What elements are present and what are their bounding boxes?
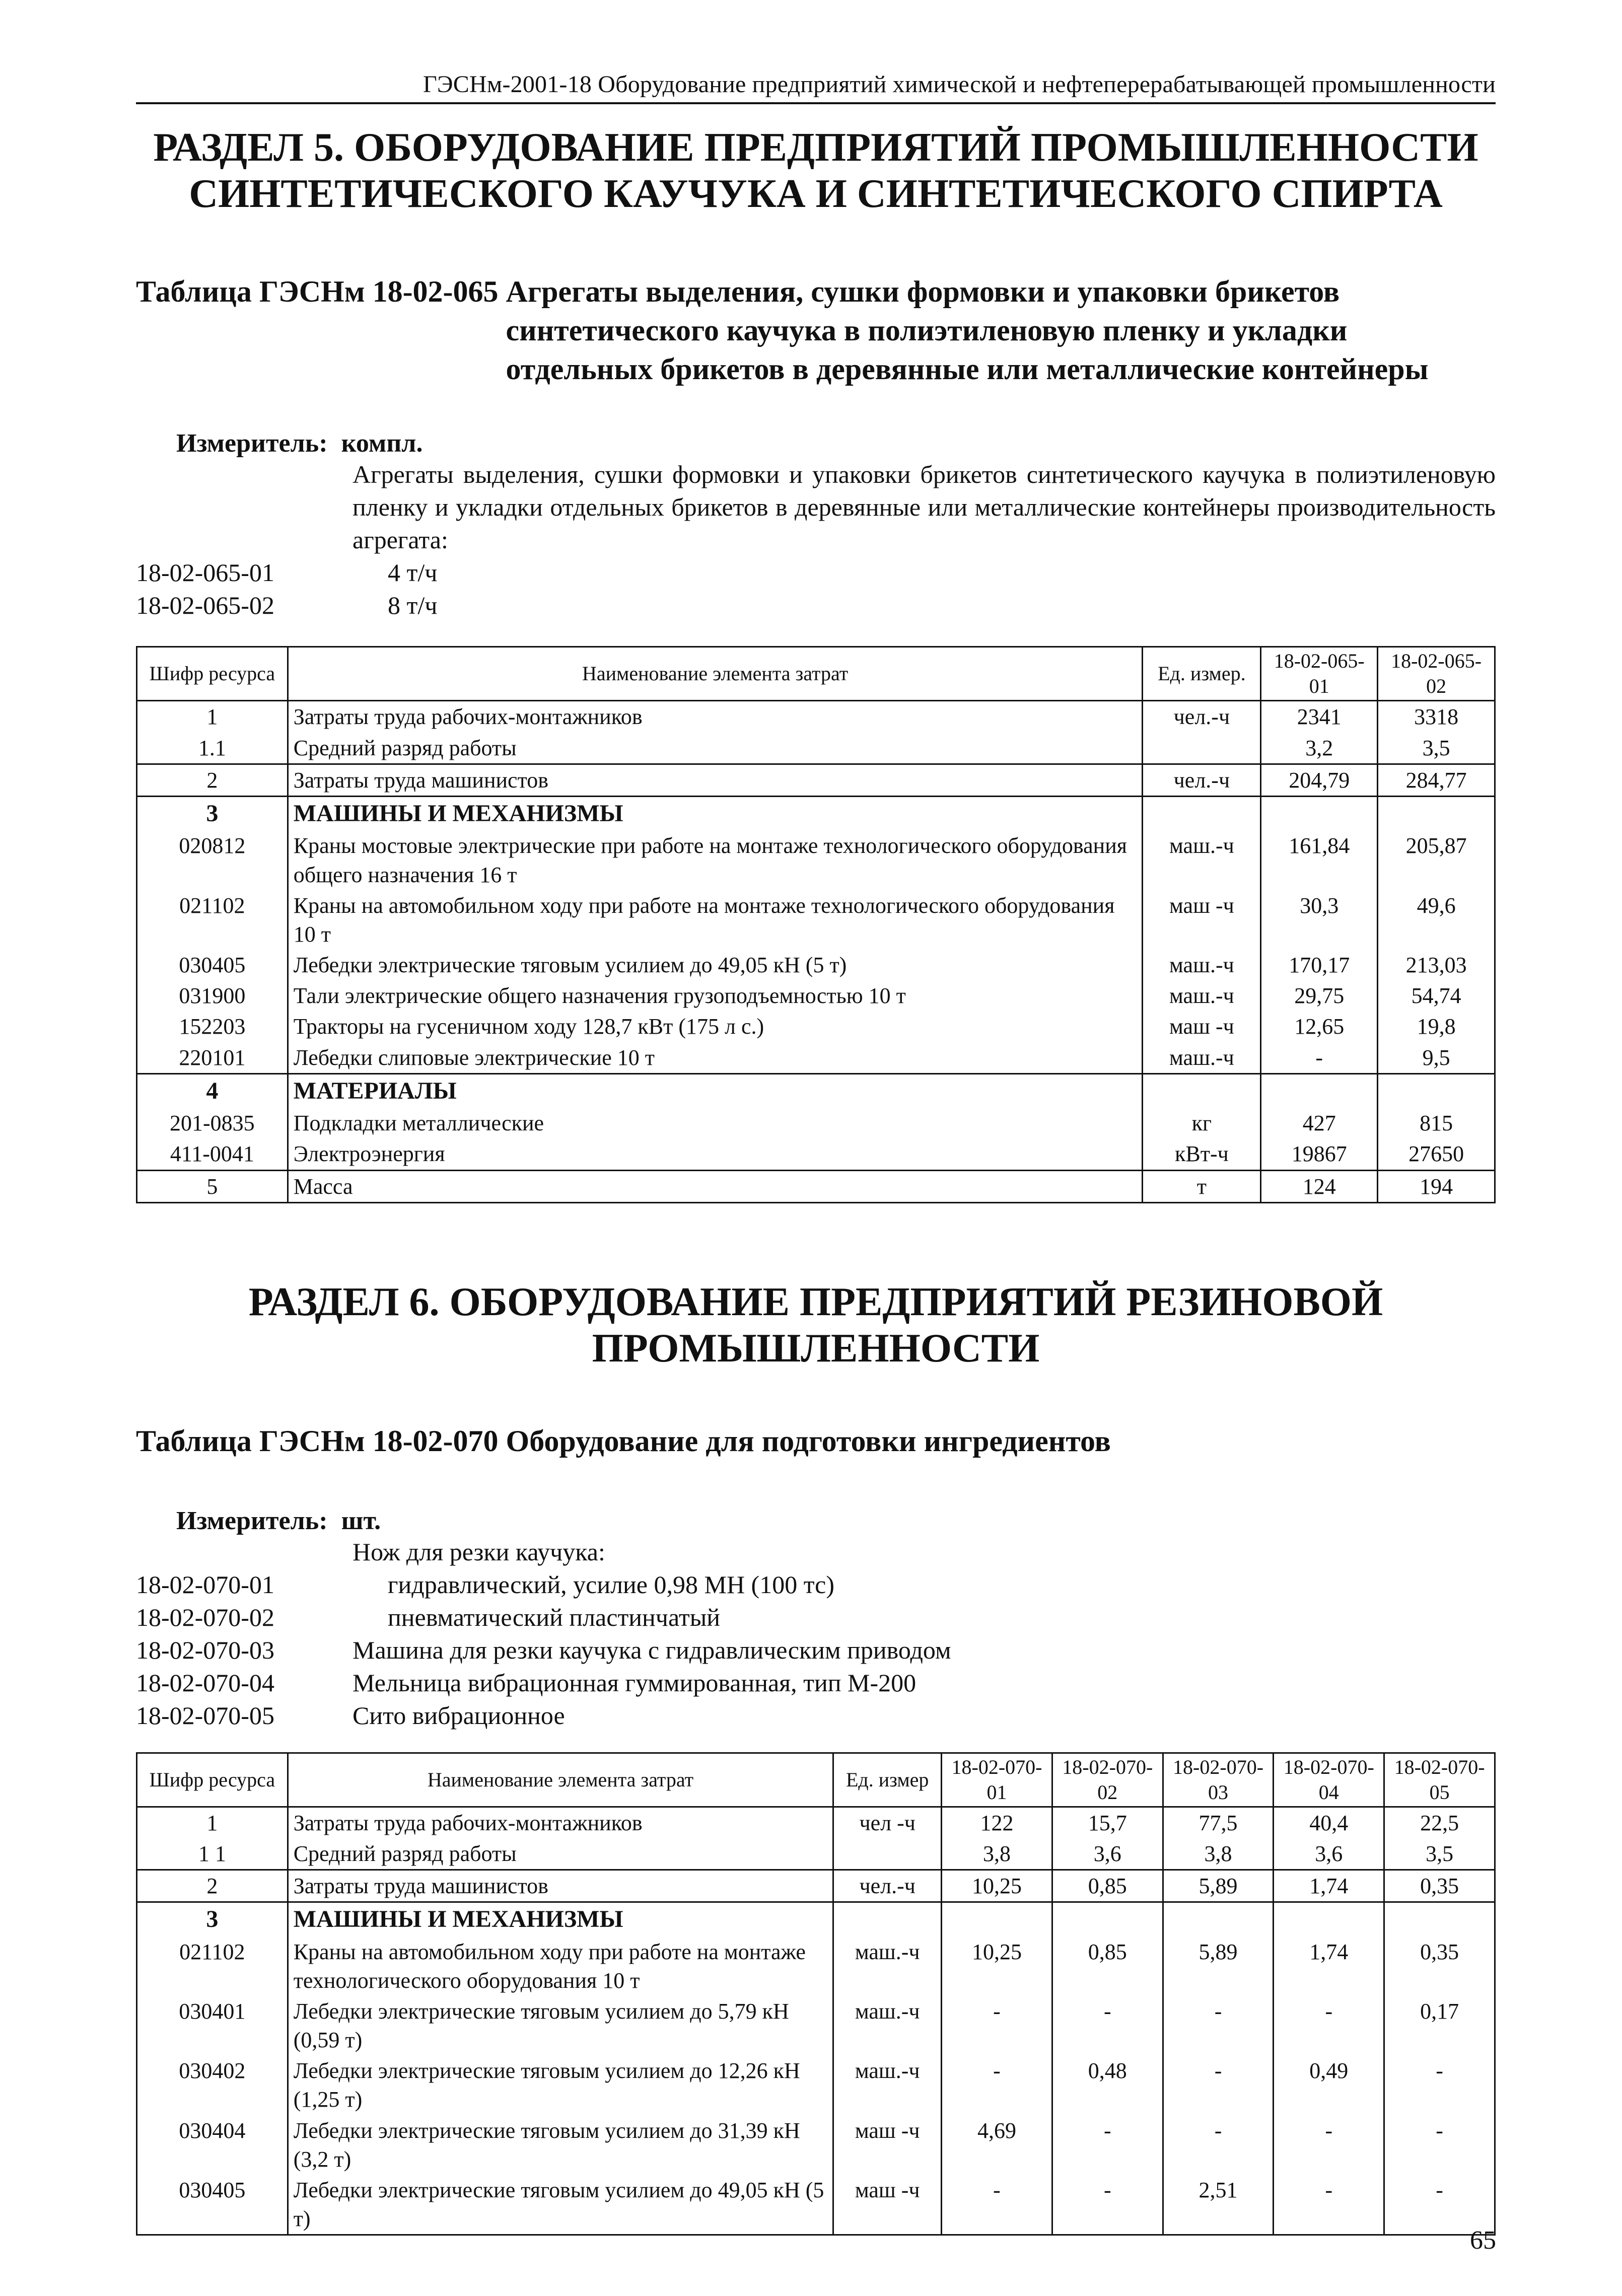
value: 3318 [1378,701,1495,733]
value: 3,2 [1261,733,1378,764]
header-cost-element: Наименование элемента затрат [288,647,1143,701]
unit [1143,1073,1261,1108]
variant-code: 18-02-065-01 [136,558,274,587]
section-6-title-line-2: ПРОМЫШЛЕННОСТИ [592,1326,1040,1371]
cost-element: Масса [288,1170,1143,1202]
value: 815 [1378,1108,1495,1138]
value: - [1052,1996,1163,2055]
value: 3,6 [1274,1838,1384,1870]
value [1274,1902,1384,1936]
resource-code: 2 [137,1870,288,1902]
unit: маш -ч [1143,1011,1261,1042]
section-6-title [136,1279,1496,1372]
resource-code: 1 1 [137,1838,288,1870]
value: 49,6 [1378,890,1495,950]
value: 29,75 [1261,980,1378,1011]
cost-element: Лебедки электрические тяговым усилием до 31,39 кН (3,2 т) [288,2115,833,2175]
variant-row [136,1667,1496,1699]
table-header-row [137,1753,1495,1807]
value: - [1274,2115,1384,2175]
value: 0,48 [1052,2055,1163,2115]
variant-code: 18-02-065-02 [136,591,274,620]
cost-element: Затраты труда машинистов [288,1870,833,1902]
table-code: Таблица ГЭСНм 18-02-070 [136,1424,506,1458]
value: 0,35 [1384,1870,1495,1902]
variant-row [136,1634,1496,1667]
cost-element: Средний разряд работы [288,1838,833,1870]
group-heading: МАШИНЫ И МЕХАНИЗМЫ [288,1902,833,1936]
section-5-title-line-1: РАЗДЕЛ 5. ОБОРУДОВАНИЕ ПРЕДПРИЯТИЙ ПРОМЫШЛЕННОСТИ [153,125,1478,170]
resource-table-065 [136,646,1496,1203]
cost-element: Электроэнергия [288,1138,1143,1170]
value [1378,796,1495,830]
variant-code: 18-02-070-04 [136,1668,274,1697]
unit: маш.-ч [1143,980,1261,1011]
value: 170,17 [1261,950,1378,980]
variant-row [136,1568,1496,1601]
unit: маш.-ч [833,1996,942,2055]
variant-text: пневматический пластинчатый [388,1603,721,1631]
resource-code: 3 [137,796,288,830]
cost-element: Лебедки электрические тяговым усилием до 12,26 кН (1,25 т) [288,2055,833,2115]
cost-element: Подкладки металлические [288,1108,1143,1138]
table-row [137,2055,1495,2115]
table-row [137,1042,1495,1074]
unit: чел -ч [833,1807,942,1838]
table-row [137,1138,1495,1170]
value: 40,4 [1274,1807,1384,1838]
value: 122 [942,1807,1052,1838]
value [1378,1073,1495,1108]
value: - [1384,2115,1495,2175]
resource-code: 5 [137,1170,288,1202]
resource-code: 030405 [137,2175,288,2235]
value: 0,17 [1384,1996,1495,2055]
value: 27650 [1378,1138,1495,1170]
cost-element: Лебедки электрические тяговым усилием до 49,05 кН (5 т) [288,950,1143,980]
value: 9,5 [1378,1042,1495,1074]
value: 213,03 [1378,950,1495,980]
meter [136,1506,1496,1536]
value: 204,79 [1261,764,1378,796]
table-row [137,1996,1495,2055]
value: 5,89 [1163,1870,1274,1902]
variant-row [136,556,1496,589]
unit: маш -ч [833,2175,942,2235]
resource-table-070 [136,1752,1496,2236]
value: 1,74 [1274,1870,1384,1902]
value: 19867 [1261,1138,1378,1170]
meter-value: шт. [341,1506,381,1535]
value: 0,85 [1052,1936,1163,1996]
table-row [137,980,1495,1011]
value: - [1384,2175,1495,2235]
value: 54,74 [1378,980,1495,1011]
value: 161,84 [1261,830,1378,890]
meter [136,428,1496,458]
value: 2341 [1261,701,1378,733]
resource-code: 201-0835 [137,1108,288,1138]
value [1163,1902,1274,1936]
cost-element: Затраты труда рабочих-монтажников [288,701,1143,733]
value: 284,77 [1378,764,1495,796]
table-row [137,890,1495,950]
variant-code: 18-02-070-01 [136,1570,274,1599]
value: 194 [1378,1170,1495,1202]
group-heading: МАТЕРИАЛЫ [288,1073,1143,1108]
group-text: Нож для резки каучука: [352,1537,605,1566]
value: 15,7 [1052,1807,1163,1838]
table-row [137,1108,1495,1138]
table-row [137,950,1495,980]
value: 124 [1261,1170,1378,1202]
value: 22,5 [1384,1807,1495,1838]
unit: маш.-ч [1143,1042,1261,1074]
table-row [137,701,1495,733]
table-row [137,733,1495,764]
value: 3,5 [1378,733,1495,764]
value: - [1274,2175,1384,2235]
header-resource-code: Шифр ресурса [137,1753,288,1807]
table-group-row [137,1073,1495,1108]
table-row [137,764,1495,796]
resource-code: 1 [137,701,288,733]
cost-element: Лебедки электрические тяговым усилием до 49,05 кН (5 т) [288,2175,833,2235]
resource-code: 020812 [137,830,288,890]
value: 3,5 [1384,1838,1495,1870]
table-row [137,1870,1495,1902]
unit: маш -ч [1143,890,1261,950]
value: - [1261,1042,1378,1074]
value: 0,35 [1384,1936,1495,1996]
unit: т [1143,1170,1261,1202]
unit [833,1838,942,1870]
description-text: Агрегаты выделения, сушки формовки и упаковки брикетов синтетического каучука в полиэтиленовую пленку и укладки отдельных брикетов в деревянные или металлические контейнеры производительность агрегата: [352,460,1496,554]
value: 0,49 [1274,2055,1384,2115]
variant-row [136,1601,1496,1634]
table-header-row [137,647,1495,701]
running-header: ГЭСНм-2001-18 Оборудование предприятий химической и нефтеперерабатывающей промышленности [136,70,1496,104]
resource-code: 021102 [137,890,288,950]
header-col-070-03: 18-02-070-03 [1163,1753,1274,1807]
value: 1,74 [1274,1936,1384,1996]
resource-code: 021102 [137,1936,288,1996]
variant-code: 18-02-070-05 [136,1701,274,1730]
resource-code: 3 [137,1902,288,1936]
resource-code: 1.1 [137,733,288,764]
unit: чел.-ч [1143,764,1261,796]
variant-code: 18-02-070-02 [136,1603,274,1631]
meter-value: компл. [341,429,423,458]
table-name: Оборудование для подготовки ингредиентов [506,1424,1111,1458]
description [136,458,1496,556]
variant-row [136,1699,1496,1732]
page-number: 65 [1470,2226,1496,2255]
variant-text: 4 т/ч [388,558,438,587]
resource-code: 030401 [137,1996,288,2055]
header-col-070-05: 18-02-070-05 [1384,1753,1495,1807]
resource-code: 220101 [137,1042,288,1074]
section-5-title [136,124,1496,217]
value [1052,1902,1163,1936]
unit: маш.-ч [1143,950,1261,980]
cost-element: Краны на автомобильном ходу при работе на монтаже технологического оборудования 10 т [288,1936,833,1996]
group-heading: МАШИНЫ И МЕХАНИЗМЫ [288,796,1143,830]
cost-element: Лебедки электрические тяговым усилием до 5,79 кН (0,59 т) [288,1996,833,2055]
header-col-070-01: 18-02-070-01 [942,1753,1052,1807]
resource-code: 411-0041 [137,1138,288,1170]
value: 205,87 [1378,830,1495,890]
resource-code: 030404 [137,2115,288,2175]
table-row [137,1807,1495,1838]
table-row [137,1838,1495,1870]
header-col-065-02: 18-02-065-02 [1378,647,1495,701]
unit: кг [1143,1108,1261,1138]
cost-element: Затраты труда машинистов [288,764,1143,796]
value [1384,1902,1495,1936]
unit [1143,796,1261,830]
value: 5,89 [1163,1936,1274,1996]
meter-label: Измеритель: [176,1506,328,1535]
table-row [137,830,1495,890]
variant-code: 18-02-070-03 [136,1635,274,1664]
value: 4,69 [942,2115,1052,2175]
value: - [942,2055,1052,2115]
header-unit: Ед. измер [833,1753,942,1807]
value: 12,65 [1261,1011,1378,1042]
cost-element: Лебедки слиповые электрические 10 т [288,1042,1143,1074]
cost-element: Краны на автомобильном ходу при работе на монтаже технологического оборудования 10 т [288,890,1143,950]
table-row [137,2175,1495,2235]
value: - [942,1996,1052,2055]
table-group-row [137,796,1495,830]
table-group-row [137,1902,1495,1936]
resource-code: 031900 [137,980,288,1011]
unit [1143,733,1261,764]
variant-text: 8 т/ч [388,591,438,620]
cost-element: Тали электрические общего назначения грузоподъемностью 10 т [288,980,1143,1011]
header-cost-element: Наименование элемента затрат [288,1753,833,1807]
header-col-070-02: 18-02-070-02 [1052,1753,1163,1807]
value: 77,5 [1163,1807,1274,1838]
value [1261,796,1378,830]
value: 19,8 [1378,1011,1495,1042]
resource-code: 4 [137,1073,288,1108]
value: - [1163,1996,1274,2055]
unit: маш.-ч [1143,830,1261,890]
table-row [137,1936,1495,1996]
section-5-title-line-2: СИНТЕТИЧЕСКОГО КАУЧУКА И СИНТЕТИЧЕСКОГО СПИРТА [189,172,1443,216]
value: 2,51 [1163,2175,1274,2235]
resource-code: 1 [137,1807,288,1838]
value: 0,85 [1052,1870,1163,1902]
table-row [137,2115,1495,2175]
header-unit: Ед. измер. [1143,647,1261,701]
resource-code: 030405 [137,950,288,980]
table-18-02-070-title [136,1422,1496,1461]
unit [833,1902,942,1936]
group-text-row [136,1536,1496,1568]
unit: чел.-ч [1143,701,1261,733]
table-row [137,1011,1495,1042]
cost-element: Затраты труда рабочих-монтажников [288,1807,833,1838]
value [1261,1073,1378,1108]
variant-text: Мельница вибрационная гуммированная, тип М-200 [352,1668,916,1697]
value: - [1052,2115,1163,2175]
header-resource-code: Шифр ресурса [137,647,288,701]
variant-row [136,589,1496,622]
value: - [1163,2055,1274,2115]
unit: маш.-ч [833,1936,942,1996]
value: - [942,2175,1052,2235]
resource-code: 152203 [137,1011,288,1042]
value: 3,8 [1163,1838,1274,1870]
unit: маш.-ч [833,2055,942,2115]
table-row [137,1170,1495,1202]
value: 30,3 [1261,890,1378,950]
variant-text: Машина для резки каучука с гидравлическим приводом [352,1635,951,1664]
unit: маш -ч [833,2115,942,2175]
header-col-070-04: 18-02-070-04 [1274,1753,1384,1807]
document-page [136,70,1496,2236]
value: 10,25 [942,1870,1052,1902]
value: 3,8 [942,1838,1052,1870]
section-6-title-line-1: РАЗДЕЛ 6. ОБОРУДОВАНИЕ ПРЕДПРИЯТИЙ РЕЗИНОВОЙ [248,1279,1383,1324]
cost-element: Средний разряд работы [288,733,1143,764]
cost-element: Тракторы на гусеничном ходу 128,7 кВт (175 л с.) [288,1011,1143,1042]
unit: чел.-ч [833,1870,942,1902]
value: - [1384,2055,1495,2115]
table-18-02-065-title [136,272,1496,388]
value: 10,25 [942,1936,1052,1996]
table-code: Таблица ГЭСНм 18-02-065 [136,275,506,308]
value: 3,6 [1052,1838,1163,1870]
cost-element: Краны мостовые электрические при работе на монтаже технологического оборудования общего назначения 16 т [288,830,1143,890]
table-name: Агрегаты выделения, сушки формовки и упаковки брикетов синтетического каучука в полиэтиленовую пленку и укладки отдельных брикетов в деревянные или металлические контейнеры [506,275,1429,386]
value [942,1902,1052,1936]
header-col-065-01: 18-02-065-01 [1261,647,1378,701]
unit: кВт-ч [1143,1138,1261,1170]
meter-label: Измеритель: [176,429,328,458]
value: - [1052,2175,1163,2235]
variant-text: гидравлический, усилие 0,98 МН (100 тс) [388,1570,835,1599]
variant-text: Сито вибрационное [352,1701,565,1730]
value: - [1274,1996,1384,2055]
value: - [1163,2115,1274,2175]
resource-code: 030402 [137,2055,288,2115]
resource-code: 2 [137,764,288,796]
value: 427 [1261,1108,1378,1138]
